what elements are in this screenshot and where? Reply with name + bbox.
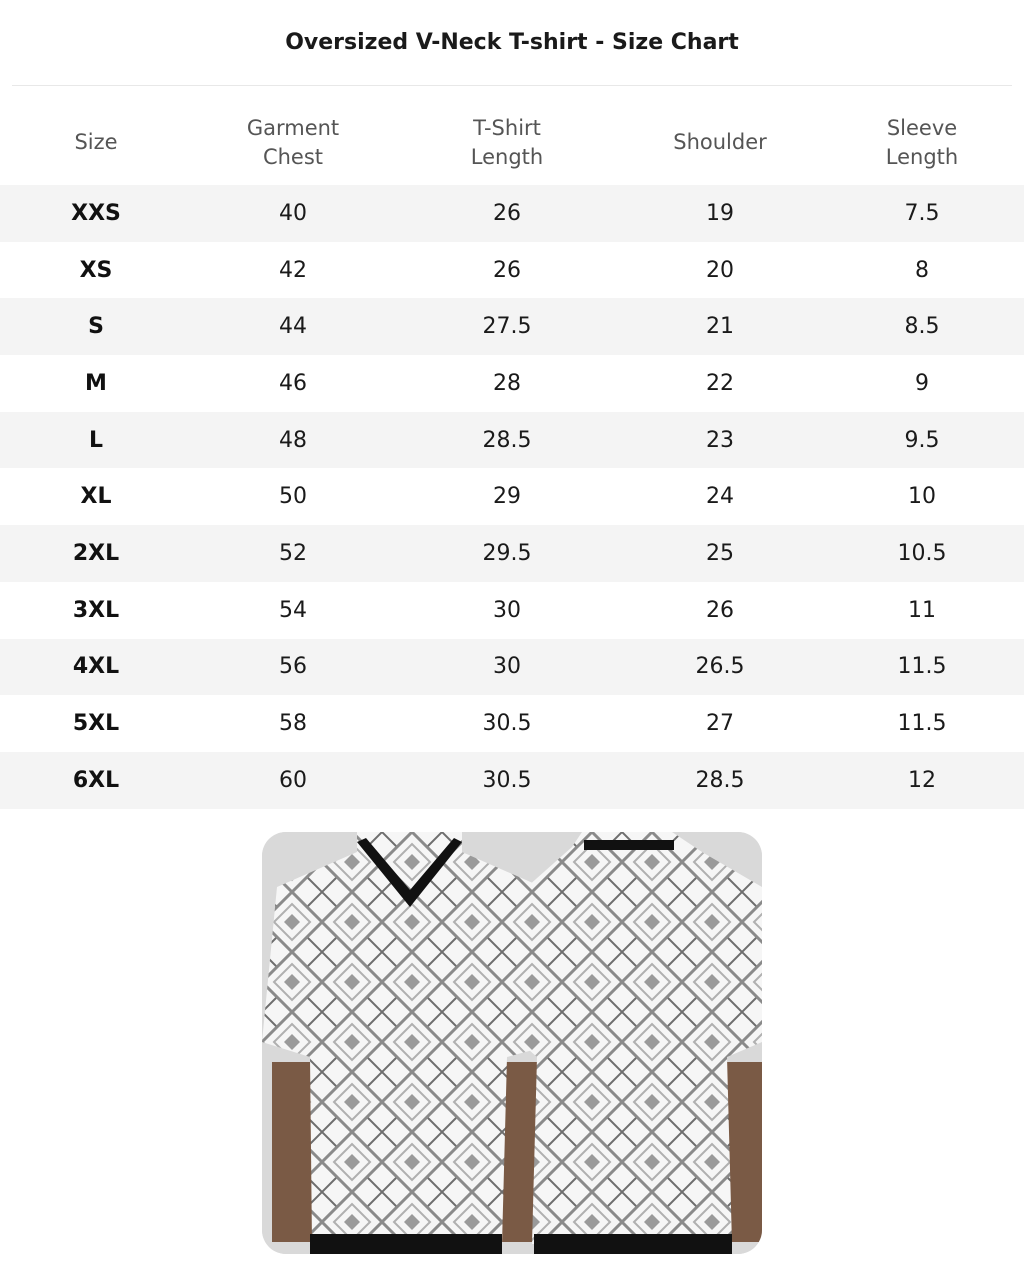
cell-garment-chest: 48 xyxy=(279,427,307,453)
cell-garment-chest: 56 xyxy=(279,654,307,680)
cell-tshirt-length: 27.5 xyxy=(482,314,532,340)
cell-tshirt-length: 30 xyxy=(493,654,521,680)
cell-shoulder: 24 xyxy=(706,484,734,510)
cell-tshirt-length: 29.5 xyxy=(482,540,532,566)
table-body xyxy=(0,185,1024,809)
cell-sleeve-length: 9.5 xyxy=(904,427,940,453)
back-hem xyxy=(534,1234,732,1254)
cell-shoulder: 28.5 xyxy=(695,767,745,793)
cell-garment-chest: 44 xyxy=(279,314,307,340)
cell-shoulder: 22 xyxy=(706,370,734,396)
cell-garment-chest: 42 xyxy=(279,257,307,283)
cell-shoulder: 26.5 xyxy=(695,654,745,680)
cell-tshirt-length: 30.5 xyxy=(482,767,532,793)
front-left-arm xyxy=(272,1062,312,1242)
cell-tshirt-length: 26 xyxy=(493,200,521,226)
cell-sleeve-length: 11.5 xyxy=(897,711,947,737)
table-row xyxy=(0,468,1024,525)
table-row xyxy=(0,185,1024,242)
cell-tshirt-length: 28.5 xyxy=(482,427,532,453)
cell-sleeve-length: 10 xyxy=(908,484,936,510)
cell-shoulder: 20 xyxy=(706,257,734,283)
cell-size: S xyxy=(88,314,104,340)
cell-sleeve-length: 10.5 xyxy=(897,540,947,566)
cell-shoulder: 21 xyxy=(706,314,734,340)
header-shoulder: Shoulder xyxy=(673,130,767,154)
cell-sleeve-length: 9 xyxy=(915,370,929,396)
header-tshirt-length: T-Shirt Length xyxy=(470,115,544,169)
cell-shoulder: 25 xyxy=(706,540,734,566)
cell-size: 5XL xyxy=(72,711,120,737)
cell-garment-chest: 50 xyxy=(279,484,307,510)
cell-sleeve-length: 11 xyxy=(908,597,936,623)
header-garment-chest: Garment Chest xyxy=(246,115,340,169)
cell-size: L xyxy=(88,427,104,453)
table-row xyxy=(0,639,1024,696)
table-row xyxy=(0,582,1024,639)
title-divider xyxy=(12,85,1012,86)
table-header-row xyxy=(0,100,1024,185)
table-row xyxy=(0,355,1024,412)
cell-shoulder: 26 xyxy=(706,597,734,623)
back-shirt xyxy=(520,832,762,1244)
cell-tshirt-length: 30 xyxy=(493,597,521,623)
cell-size: XXS xyxy=(71,200,121,226)
cell-sleeve-length: 7.5 xyxy=(904,200,940,226)
cell-tshirt-length: 30.5 xyxy=(482,711,532,737)
header-size: Size xyxy=(74,130,118,154)
cell-sleeve-length: 8.5 xyxy=(904,314,940,340)
back-collar xyxy=(584,840,674,850)
cell-sleeve-length: 11.5 xyxy=(897,654,947,680)
cell-garment-chest: 54 xyxy=(279,597,307,623)
cell-size: XL xyxy=(80,484,112,510)
table-row xyxy=(0,412,1024,469)
size-chart-table xyxy=(0,100,1024,809)
cell-size: 3XL xyxy=(72,597,120,623)
cell-sleeve-length: 12 xyxy=(908,767,936,793)
cell-sleeve-length: 8 xyxy=(915,257,929,283)
table-row xyxy=(0,242,1024,299)
cell-size: M xyxy=(85,370,107,396)
cell-garment-chest: 52 xyxy=(279,540,307,566)
cell-shoulder: 27 xyxy=(706,711,734,737)
cell-shoulder: 19 xyxy=(706,200,734,226)
front-hem xyxy=(310,1234,502,1254)
table-row xyxy=(0,752,1024,809)
header-sleeve-length: Sleeve Length xyxy=(885,115,959,169)
cell-tshirt-length: 29 xyxy=(493,484,521,510)
table-row xyxy=(0,298,1024,355)
cell-garment-chest: 46 xyxy=(279,370,307,396)
cell-garment-chest: 40 xyxy=(279,200,307,226)
cell-size: 6XL xyxy=(72,767,120,793)
cell-tshirt-length: 26 xyxy=(493,257,521,283)
cell-size: 2XL xyxy=(72,540,120,566)
cell-garment-chest: 60 xyxy=(279,767,307,793)
product-photo xyxy=(262,832,762,1254)
cell-shoulder: 23 xyxy=(706,427,734,453)
cell-garment-chest: 58 xyxy=(279,711,307,737)
cell-size: XS xyxy=(79,257,113,283)
table-row xyxy=(0,525,1024,582)
page-title: Oversized V-Neck T-shirt - Size Chart xyxy=(285,30,739,55)
table-row xyxy=(0,695,1024,752)
cell-tshirt-length: 28 xyxy=(493,370,521,396)
cell-size: 4XL xyxy=(72,654,120,680)
tshirt-front-back-image xyxy=(262,832,762,1254)
